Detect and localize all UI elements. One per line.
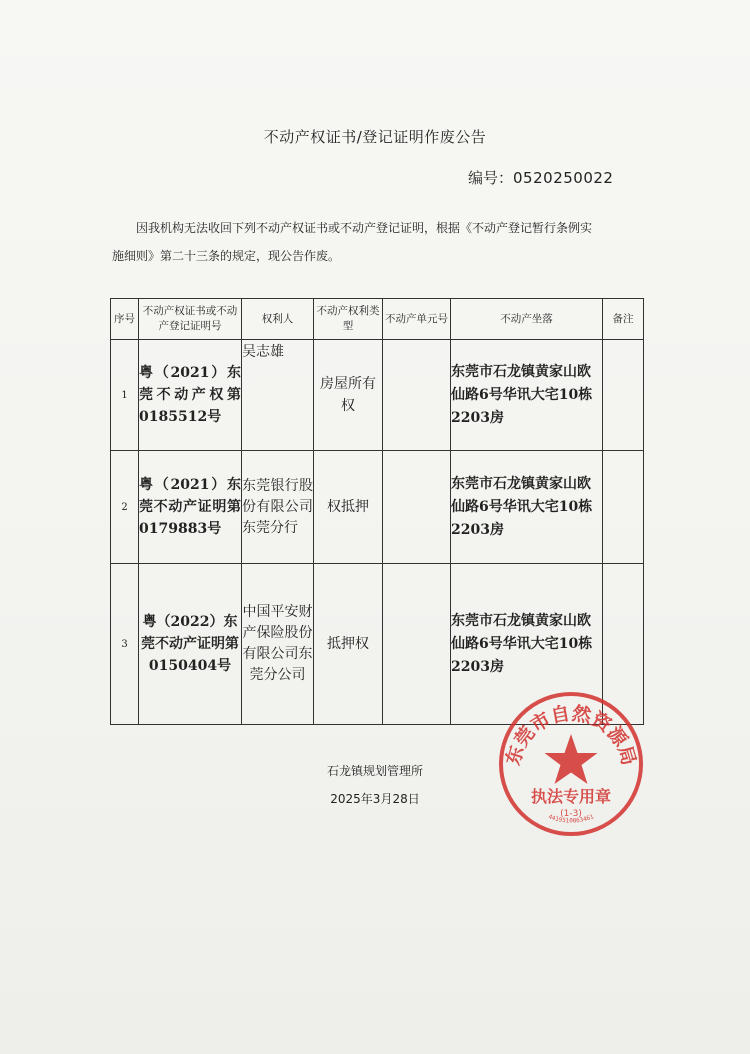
issuing-office: 石龙镇规划管理所 [326, 764, 423, 778]
void-certificates-table [110, 298, 644, 725]
header-owner: 权利人 [242, 299, 314, 340]
intro-line-2: 施细则》第二十三条的规定，现公告作废。 [112, 249, 341, 263]
row-unit-number [383, 564, 451, 725]
row-owner: 吴志雄 [242, 340, 314, 451]
row-right-type: 权抵押 [314, 451, 383, 564]
document-number-label: 编号： [468, 169, 514, 187]
header-location: 不动产坐落 [451, 299, 603, 340]
row-cert-number: 粤（2021）东莞不动产权第0185512号 [139, 340, 242, 451]
row-location: 东莞市石龙镇黄家山欧仙路6号华讯大宅10栋2203房 [451, 564, 603, 725]
document-number-value: 0520250022 [513, 169, 614, 187]
issue-date: 2025年3月28日 [330, 792, 420, 806]
row-unit-number [383, 340, 451, 451]
row-right-type: 抵押权 [314, 564, 383, 725]
intro-line-1: 因我机构无法收回下列不动产权证书或不动产登记证明，根据《不动产登记暂行条例实 [136, 221, 593, 235]
seal-star-icon [545, 734, 598, 784]
official-seal [497, 690, 645, 838]
table-row [111, 451, 644, 564]
row-unit-number [383, 451, 451, 564]
header-note: 备注 [603, 299, 644, 340]
header-unit-no: 不动产单元号 [383, 299, 451, 340]
row-note [603, 340, 644, 451]
row-note [603, 451, 644, 564]
header-index: 序号 [111, 299, 139, 340]
intro-paragraph [112, 214, 647, 270]
row-index: 1 [111, 340, 139, 451]
header-cert: 不动产权证书或不动产登记证明号 [139, 299, 242, 340]
seal-outer-text-path: 东莞市自然资源局 [502, 702, 640, 768]
row-right-type: 房屋所有权 [314, 340, 383, 451]
seal-serial-path: 4419510063461 [547, 813, 595, 825]
table-row [111, 340, 644, 451]
document-number [468, 167, 613, 188]
row-owner: 中国平安财产保险股份有限公司东莞分公司 [242, 564, 314, 725]
row-cert-number: 粤（2022）东莞不动产证明第0150404号 [139, 564, 242, 725]
seal-inner-text: 执法专用章 [530, 787, 612, 806]
row-location: 东莞市石龙镇黄家山欧仙路6号华讯大宅10栋2203房 [451, 451, 603, 564]
row-index: 3 [111, 564, 139, 725]
document-title: 不动产权证书/登记证明作废公告 [263, 128, 487, 146]
row-cert-number: 粤（2021）东莞不动产证明第0179883号 [139, 451, 242, 564]
row-location: 东莞市石龙镇黄家山欧仙路6号华讯大宅10栋2203房 [451, 340, 603, 451]
seal-sub-text: (1-3) [560, 809, 582, 819]
row-index: 2 [111, 451, 139, 564]
table-header-row [111, 299, 644, 340]
header-right-type: 不动产权利类型 [314, 299, 383, 340]
row-owner: 东莞银行股份有限公司东莞分行 [242, 451, 314, 564]
